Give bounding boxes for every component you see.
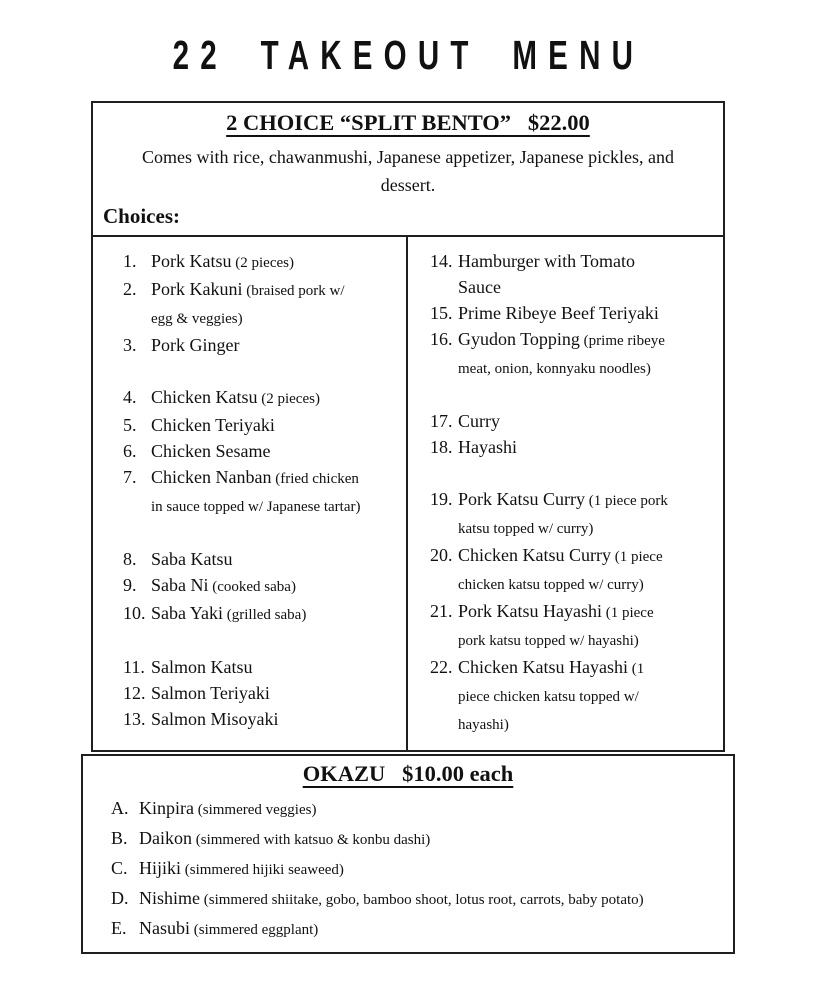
item-text (458, 542, 673, 598)
bento-header (93, 103, 723, 237)
item-description: (simmered with katsuo & konbu dashi) (192, 832, 431, 848)
menu-item (123, 332, 398, 358)
menu-item (123, 248, 398, 276)
item-text (151, 706, 366, 732)
menu-item (430, 248, 715, 300)
item-description: (grilled saba) (223, 607, 307, 623)
menu-item-group (123, 384, 398, 520)
item-name: Nishime (139, 888, 200, 908)
menu-item (430, 434, 715, 460)
menu-item (430, 326, 715, 382)
item-text (151, 276, 366, 332)
menu-item (123, 680, 398, 706)
item-number: 4. (123, 387, 137, 407)
item-description: (simmered veggies) (193, 802, 317, 818)
menu-item (430, 654, 715, 738)
item-description: (simmered hijiki seaweed) (181, 862, 344, 878)
item-name: Chicken Katsu Hayashi (458, 657, 628, 677)
menu-item (111, 854, 723, 884)
item-number: 12. (123, 683, 146, 703)
item-number: 19. (430, 489, 453, 509)
item-text (151, 680, 366, 706)
item-text (139, 884, 659, 914)
item-number: 16. (430, 329, 453, 349)
item-text (458, 486, 673, 542)
menu-item-group (123, 546, 398, 628)
item-number: 3. (123, 335, 137, 355)
menu-item (430, 300, 715, 326)
item-name: Nasubi (139, 918, 190, 938)
menu-item (430, 598, 715, 654)
item-name: Pork Kakuni (151, 279, 243, 299)
item-text (139, 854, 659, 884)
item-name: Daikon (139, 828, 192, 848)
item-description: (fried chicken in sauce topped w/ Japanese tartar) (151, 471, 361, 515)
item-name: Chicken Katsu Curry (458, 545, 611, 565)
item-number: 21. (430, 601, 453, 621)
item-name: Salmon Teriyaki (151, 683, 270, 703)
item-name: Prime Ribeye Beef Teriyaki (458, 303, 659, 323)
item-name: Kinpira (139, 798, 194, 818)
item-number: 22. (430, 657, 453, 677)
item-text (458, 434, 673, 460)
bento-column-left (93, 237, 408, 750)
bento-columns (93, 237, 723, 750)
item-number: 13. (123, 709, 146, 729)
item-text (151, 654, 366, 680)
item-text (458, 408, 673, 434)
bento-column-right (408, 237, 723, 750)
item-name: Saba Ni (151, 575, 209, 595)
okazu-items (93, 794, 723, 944)
item-number: B. (111, 828, 128, 848)
item-name: Salmon Katsu (151, 657, 253, 677)
menu-item (430, 408, 715, 434)
menu-item (123, 438, 398, 464)
item-text (139, 824, 659, 854)
menu-item (111, 824, 723, 854)
item-description: (simmered shiitake, gobo, bamboo shoot, lotus root, carrots, baby potato) (200, 892, 644, 908)
item-name: Hayashi (458, 437, 517, 457)
item-name: Pork Katsu Curry (458, 489, 585, 509)
item-text (151, 412, 366, 438)
item-description: (1 piece pork katsu topped w/ curry) (458, 493, 668, 537)
item-number: 1. (123, 251, 137, 271)
menu-item-group (430, 486, 715, 738)
item-text (151, 384, 366, 412)
item-number: 10. (123, 603, 146, 623)
item-text (458, 326, 673, 382)
menu-item-group (430, 408, 715, 460)
item-text (458, 654, 673, 738)
menu-item (111, 914, 723, 944)
item-description: (simmered eggplant) (190, 922, 319, 938)
item-text (458, 300, 673, 326)
item-text (458, 598, 673, 654)
item-name: Chicken Teriyaki (151, 415, 275, 435)
menu-item (123, 464, 398, 520)
item-number: C. (111, 858, 128, 878)
item-text (151, 600, 366, 628)
page-title (0, 0, 816, 79)
menu-item (430, 542, 715, 598)
item-name: Curry (458, 411, 500, 431)
item-number: D. (111, 888, 129, 908)
item-text (151, 464, 366, 520)
item-name: Hamburger with Tomato Sauce (458, 251, 636, 297)
item-name: Gyudon Topping (458, 329, 580, 349)
item-number: 15. (430, 303, 453, 323)
item-number: 2. (123, 279, 137, 299)
item-description: (2 pieces) (257, 391, 320, 407)
item-number: 8. (123, 549, 137, 569)
bento-description: Comes with rice, chawanmushi, Japanese appetizer, Japanese pickles, and dessert. (141, 147, 675, 195)
menu-item (123, 572, 398, 600)
bento-box (91, 101, 725, 752)
menu-item (111, 794, 723, 824)
item-description: (1 piece pork katsu topped w/ hayashi) (458, 605, 654, 649)
item-name: Saba Katsu (151, 549, 233, 569)
item-number: E. (111, 918, 127, 938)
okazu-title: OKAZU $10.00 each (302, 761, 514, 786)
item-description: (1 piece chicken katsu topped w/ curry) (458, 549, 663, 593)
menu-item (123, 706, 398, 732)
menu-item (123, 546, 398, 572)
item-number: A. (111, 798, 129, 818)
item-text (151, 546, 366, 572)
item-number: 9. (123, 575, 137, 595)
item-text (151, 248, 366, 276)
menu-item (123, 600, 398, 628)
item-text (458, 248, 673, 300)
item-number: 17. (430, 411, 453, 431)
item-text (151, 332, 366, 358)
item-text (151, 572, 366, 600)
item-number: 18. (430, 437, 453, 457)
item-text (151, 438, 366, 464)
item-name: Hijiki (139, 858, 182, 878)
item-name: Chicken Katsu (151, 387, 258, 407)
menu-item (123, 384, 398, 412)
item-name: Chicken Nanban (151, 467, 272, 487)
item-description: (cooked saba) (208, 579, 296, 595)
item-name: Pork Katsu (151, 251, 232, 271)
item-name: Salmon Misoyaki (151, 709, 279, 729)
item-number: 20. (430, 545, 453, 565)
menu-item-group (430, 248, 715, 382)
item-name: Pork Ginger (151, 335, 240, 355)
menu-item (123, 412, 398, 438)
item-description: (braised pork w/ egg & veggies) (151, 283, 345, 327)
menu-item (123, 276, 398, 332)
menu-item (430, 486, 715, 542)
item-name: Pork Katsu Hayashi (458, 601, 602, 621)
item-description: (2 pieces) (231, 255, 294, 271)
page-title-text: 22 TAKEOUT MENU (172, 32, 644, 78)
item-number: 6. (123, 441, 137, 461)
item-name: Chicken Sesame (151, 441, 271, 461)
menu-item (123, 654, 398, 680)
item-number: 7. (123, 467, 137, 487)
menu-item-group (111, 794, 723, 944)
item-description: (prime ribeye meat, onion, konnyaku noodles) (458, 333, 665, 377)
menu-item-group (123, 654, 398, 732)
item-name: Saba Yaki (151, 603, 224, 623)
okazu-box (81, 754, 735, 954)
menu-item-group (123, 248, 398, 358)
item-text (139, 914, 659, 944)
item-description: (1 piece chicken katsu topped w/ hayashi) (458, 661, 645, 733)
item-text (139, 794, 659, 824)
item-number: 14. (430, 251, 453, 271)
choices-label: Choices: (103, 204, 180, 228)
menu-item (111, 884, 723, 914)
item-number: 11. (123, 657, 145, 677)
bento-title: 2 CHOICE “SPLIT BENTO” $22.00 (226, 110, 590, 135)
item-number: 5. (123, 415, 137, 435)
